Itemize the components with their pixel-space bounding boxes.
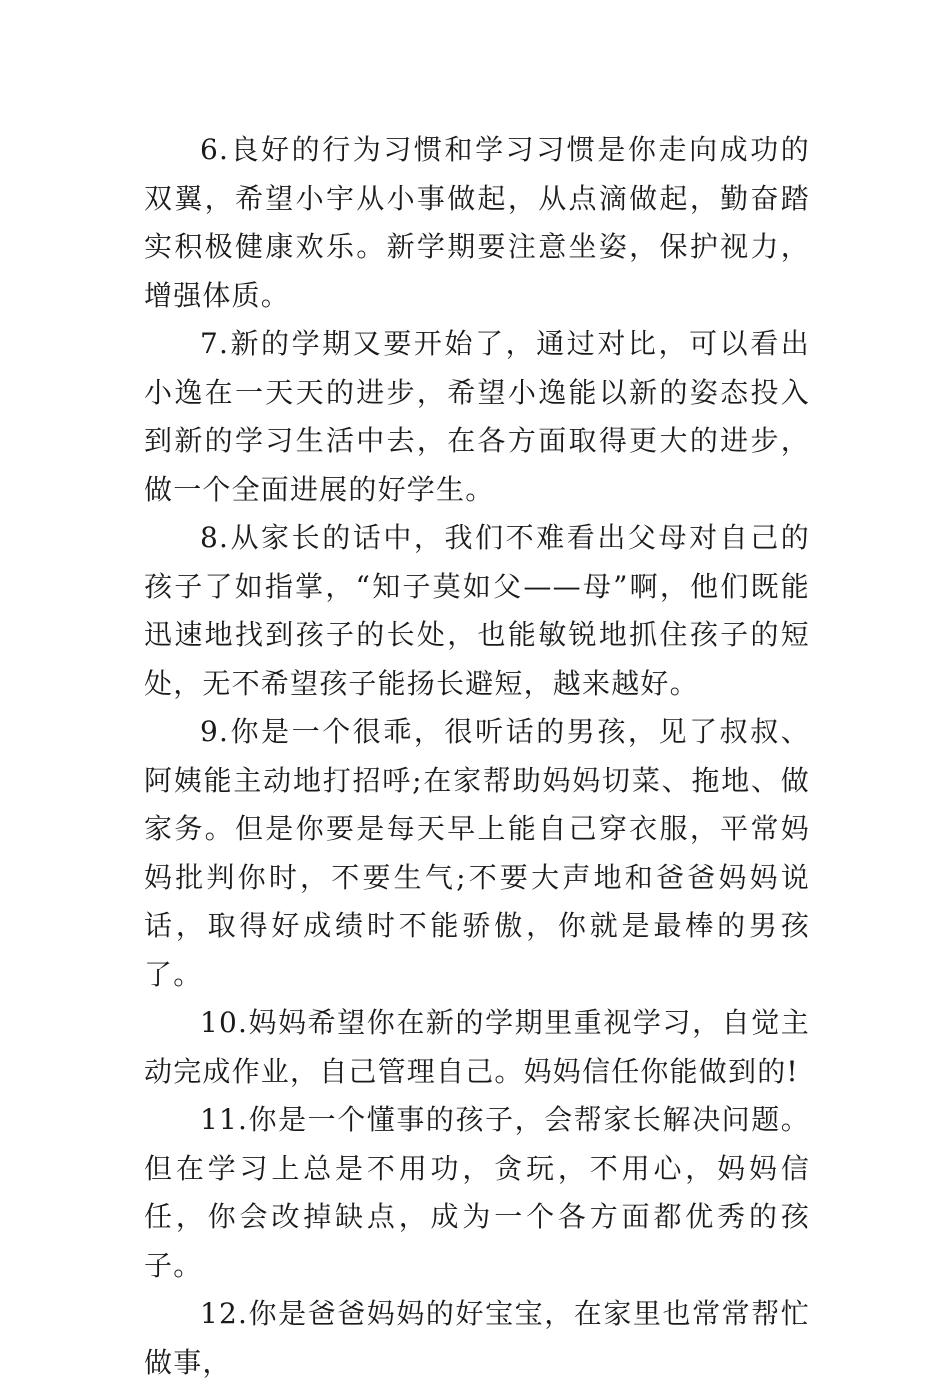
paragraph-10: 10.妈妈希望你在新的学期里重视学习，自觉主动完成作业，自己管理自己。妈妈信任你能做到的! [144, 1006, 810, 1088]
paragraph-9: 9.你是一个很乖，很听话的男孩，见了叔叔、阿姨能主动地打招呼;在家帮助妈妈切菜、拖地、做家务。但是你要是每天早上能自己穿衣服，平常妈妈批判你时，不要生气;不要大声地和爸爸妈妈说话，取得好成绩时不能骄傲，你就是最棒的男孩了。 [144, 715, 810, 991]
paragraph-11: 11.你是一个懂事的孩子，会帮家长解决问题。但在学习上总是不用功，贪玩，不用心，妈妈信任，你会改掉缺点，成为一个各方面都优秀的孩子。 [144, 1103, 810, 1282]
document-body [144, 126, 810, 1387]
paragraph-6: 6.良好的行为习惯和学习习惯是你走向成功的双翼，希望小宇从小事做起，从点滴做起，勤奋踏实积极健康欢乐。新学期要注意坐姿，保护视力，增强体质。 [144, 133, 810, 312]
paragraph-8: 8.从家长的话中，我们不难看出父母对自己的孩子了如指掌，“知子莫如父——母”啊，他们既能迅速地找到孩子的长处，也能敏锐地抓住孩子的短处，无不希望孩子能扬长避短，越来越好。 [144, 521, 810, 700]
paragraph-7: 7.新的学期又要开始了，通过对比，可以看出小逸在一天天的进步，希望小逸能以新的姿态投入到新的学习生活中去，在各方面取得更大的进步，做一个全面进展的好学生。 [144, 327, 810, 506]
paragraph-12: 12.你是爸爸妈妈的好宝宝，在家里也常常帮忙做事， [144, 1297, 810, 1379]
